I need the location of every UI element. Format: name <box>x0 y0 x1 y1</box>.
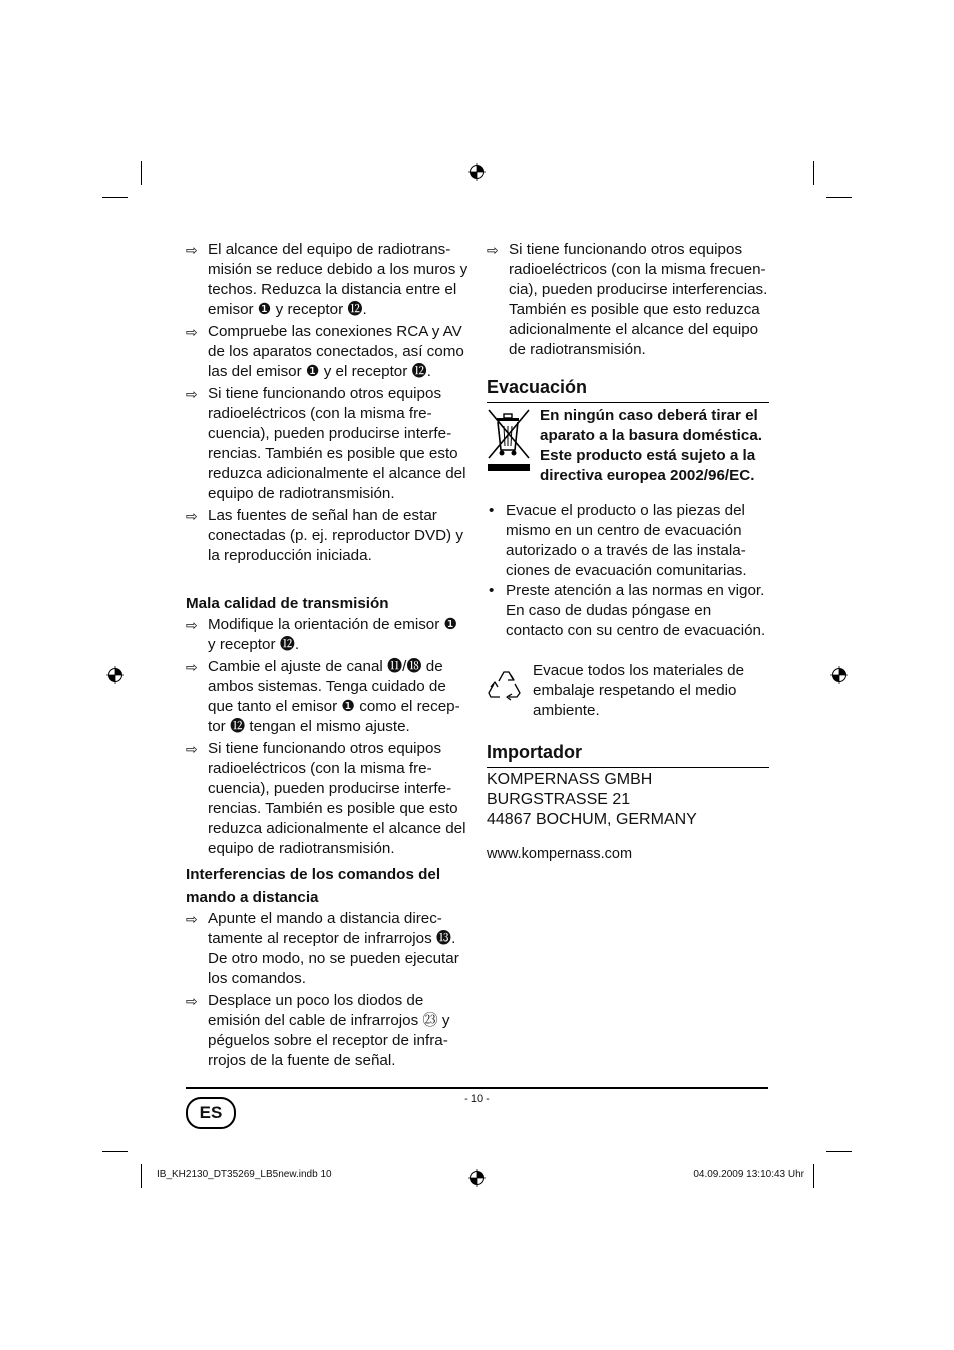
list-item: ⇨ Cambie el ajuste de canal ⓫/⓲ de ambos sistemas. Tenga cuidado de que tanto el emisor ❶ como el recep-tor ⓬ tengan el mismo ajuste. <box>186 658 460 735</box>
arrow-icon: ⇨ <box>186 242 198 258</box>
website-link[interactable]: www.kompernass.com <box>487 846 633 862</box>
registration-mark-icon <box>106 666 124 684</box>
crop-mark <box>826 1151 852 1152</box>
importer-line: KOMPERNASS GMBH <box>487 771 653 788</box>
crop-mark <box>826 197 852 198</box>
crop-mark <box>102 197 128 198</box>
file-slug: IB_KH2130_DT35269_LB5new.indb 10 <box>157 1169 332 1180</box>
list-item: ⇨ Compruebe las conexiones RCA y AV de los aparatos conectados, así como las del emisor ❶ y el receptor ⓬. <box>186 323 464 380</box>
section-heading: Mala calidad de transmisión <box>186 595 389 612</box>
arrow-icon: ⇨ <box>186 911 198 927</box>
arrow-icon: ⇨ <box>186 741 198 757</box>
crop-mark <box>141 161 142 185</box>
warning-box: En ningún caso deberá tirar el aparato a la basura doméstica. Este producto está sujeto a la directiva europea 2002/96/EC. <box>487 406 769 486</box>
arrow-icon: ⇨ <box>186 508 198 524</box>
arrow-icon: ⇨ <box>186 324 198 340</box>
arrow-icon: ⇨ <box>186 993 198 1009</box>
footer-divider <box>186 1087 768 1089</box>
list-item: ⇨ Si tiene funcionando otros equipos radioeléctricos (con la misma frecuen-cia), pueden producirse interferencias. También es posible que esto reduzca adicionalmente el alcance del equipo de radiotransmisión. <box>487 241 768 358</box>
registration-mark-icon <box>830 666 848 684</box>
language-badge: ES <box>186 1097 236 1129</box>
importer-line: BURGSTRASSE 21 <box>487 791 631 808</box>
list-item: ⇨ El alcance del equipo de radiotrans-misión se reduce debido a los muros y techos. Reduzca la distancia entre el emisor ❶ y receptor ⓬. <box>186 241 468 318</box>
crop-mark <box>141 1164 142 1188</box>
crop-mark <box>813 161 814 185</box>
list-item: ⇨ Modifique la orientación de emisor ❶ y receptor ⓬. <box>186 616 458 653</box>
list-item: ⇨ Si tiene funcionando otros equipos radioeléctricos (con la misma fre-cuencia), pueden producirse interfe-rencias. También es posible que esto reduzca adicionalmente el alcance del equipo de radiotransmisión. <box>186 740 466 857</box>
list-item: ⇨ Las fuentes de señal han de estar conectadas (p. ej. reproductor DVD) y la reproducción iniciada. <box>186 507 463 564</box>
arrow-icon: ⇨ <box>186 617 198 633</box>
crop-mark <box>813 1164 814 1188</box>
registration-mark-icon <box>468 163 486 181</box>
timestamp-slug: 04.09.2009 13:10:43 Uhr <box>693 1169 804 1180</box>
list-item: • Evacue el producto o las piezas del mismo en un centro de evacuación autorizado o a través de las instala-ciones de evacuación comunitarias. <box>489 502 747 579</box>
list-item: • Preste atención a las normas en vigor. En caso de dudas póngase en contacto con su centro de evacuación. <box>489 582 766 639</box>
list-item: ⇨ Desplace un poco los diodos de emisión del cable de infrarrojos ㉓ y péguelos sobre el receptor de infra-rrojos de la fuente de señal. <box>186 992 450 1069</box>
arrow-icon: ⇨ <box>186 386 198 402</box>
recycle-note: Evacue todos los materiales de embalaje respetando el medio ambiente. <box>487 661 769 721</box>
section-heading-importador: Importador <box>487 740 769 768</box>
bullet-icon: • <box>489 582 495 599</box>
list-item: ⇨ Si tiene funcionando otros equipos radioeléctricos (con la misma fre-cuencia), pueden producirse interfe-rencias. También es posible que esto reduzca adicionalmente el alcance del equipo de radiotransmisión. <box>186 385 466 502</box>
registration-mark-icon <box>468 1169 486 1187</box>
section-heading-evacuacion: Evacuación <box>487 375 769 403</box>
importer-line: 44867 BOCHUM, GERMANY <box>487 811 697 828</box>
left-column <box>186 240 468 1071</box>
arrow-icon: ⇨ <box>186 659 198 675</box>
page-number: - 10 - <box>464 1093 490 1105</box>
crop-mark <box>102 1151 128 1152</box>
right-column <box>487 240 769 864</box>
section-heading: Interferencias de los comandos del mando a distancia <box>186 866 441 906</box>
list-item: ⇨ Apunte el mando a distancia direc-tamente al receptor de infrarrojos ⓭. De otro modo, no se pueden ejecutar los comandos. <box>186 910 459 987</box>
recycle-icon <box>487 667 523 701</box>
arrow-icon: ⇨ <box>487 242 499 258</box>
crossed-out-wheelie-bin-icon <box>487 408 531 474</box>
bullet-icon: • <box>489 502 495 519</box>
